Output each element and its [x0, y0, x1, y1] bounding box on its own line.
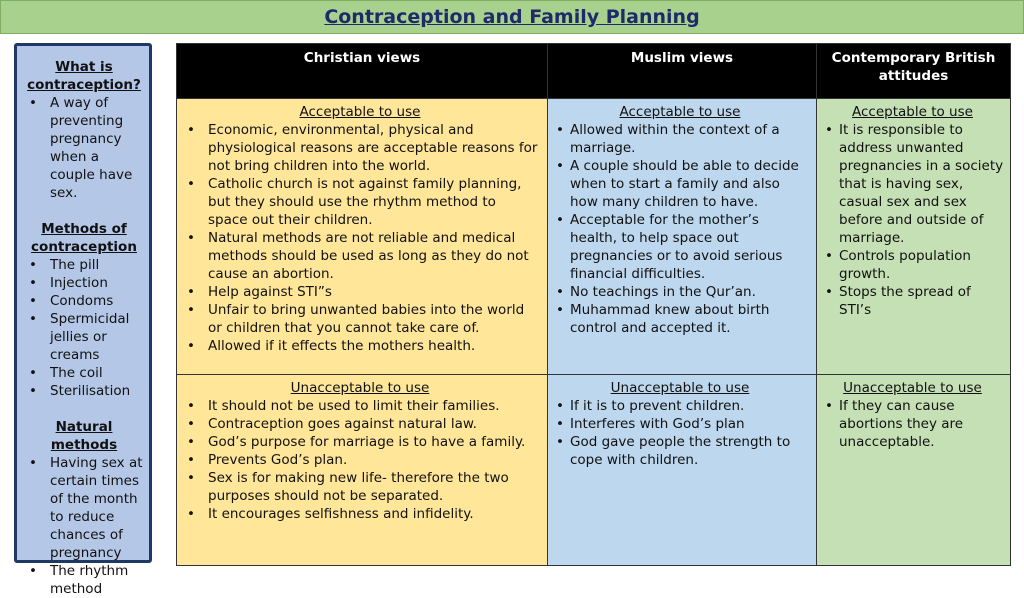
bullet-list — [552, 121, 808, 337]
bullet-list — [181, 397, 539, 523]
list-item: • If they can cause abortions they are unacceptable. — [821, 397, 1004, 451]
table-header-row — [177, 44, 1011, 99]
list-item: • Injection — [23, 274, 145, 292]
cell-heading: Acceptable to use — [299, 104, 421, 120]
bullet-list — [181, 121, 539, 355]
bullet-list — [821, 121, 1004, 319]
cell-muslim-acceptable — [548, 99, 817, 375]
column-header-muslim: Muslim views — [548, 44, 817, 99]
list-item: • God gave people the strength to cope with children. — [552, 433, 808, 469]
list-item: • It should not be used to limit their families. — [181, 397, 539, 415]
list-item: • The rhythm method — [23, 562, 145, 598]
sidebar-section-definition — [23, 58, 145, 202]
list-item: • Stops the spread of STI’s — [821, 283, 1004, 319]
cell-heading: Acceptable to use — [852, 104, 973, 120]
table-row-acceptable — [177, 99, 1011, 375]
list-item: • A couple should be able to decide when to start a family and also how many children to have. — [552, 157, 808, 211]
list-item: • Controls population growth. — [821, 247, 1004, 283]
cell-muslim-unacceptable — [548, 375, 817, 566]
cell-british-unacceptable — [817, 375, 1011, 566]
list-item: • The coil — [23, 364, 145, 382]
column-header-christian: Christian views — [177, 44, 548, 99]
list-item: • Economic, environmental, physical and physiological reasons are acceptable reasons for not bring children into the world. — [181, 121, 539, 175]
list-item: • Condoms — [23, 292, 145, 310]
list-item: • No teachings in the Qur’an. — [552, 283, 808, 301]
list-item: • Allowed if it effects the mothers health. — [181, 337, 539, 355]
list-item: • The pill — [23, 256, 145, 274]
sidebar-section-natural — [23, 418, 145, 598]
title-banner — [0, 0, 1024, 34]
cell-heading: Unacceptable to use — [843, 380, 982, 396]
sidebar-heading: What is contraception? — [27, 59, 141, 93]
sidebar-section-methods — [23, 220, 145, 400]
cell-christian-unacceptable — [177, 375, 548, 566]
list-item: • Contraception goes against natural law. — [181, 415, 539, 433]
list-item: • Having sex at certain times of the month to reduce chances of pregnancy — [23, 454, 145, 562]
column-header-british: Contemporary British attitudes — [817, 44, 1011, 99]
cell-heading: Acceptable to use — [619, 104, 741, 120]
sidebar-heading: Natural methods — [50, 419, 118, 453]
list-item: • Help against STI”s — [181, 283, 539, 301]
list-item: • Unfair to bring unwanted babies into the world or children that you cannot take care of. — [181, 301, 539, 337]
bullet-list — [821, 397, 1004, 451]
list-item: • Allowed within the context of a marriage. — [552, 121, 808, 157]
list-item: • Spermicidal jellies or creams — [23, 310, 145, 364]
sidebar-list — [23, 94, 145, 202]
list-item: • It is responsible to address unwanted pregnancies in a society that is having sex, casual sex and sex before and outside of marriage. — [821, 121, 1004, 247]
list-item: • A way of preventing pregnancy when a couple have sex. — [23, 94, 145, 202]
list-item: • Natural methods are not reliable and medical methods should be used as long as they do not cause an abortion. — [181, 229, 539, 283]
cell-christian-acceptable — [177, 99, 548, 375]
views-table — [176, 43, 1011, 566]
list-item: • If it is to prevent children. — [552, 397, 808, 415]
sidebar-heading: Methods of contraception — [31, 221, 137, 255]
cell-heading: Unacceptable to use — [610, 380, 750, 396]
list-item: • Acceptable for the mother’s health, to help space out pregnancies or to avoid serious financial difficulties. — [552, 211, 808, 283]
definitions-sidebar — [14, 43, 152, 597]
list-item: • Catholic church is not against family planning, but they should use the rhythm method to space out their children. — [181, 175, 539, 229]
sidebar-list — [23, 454, 145, 598]
list-item: • God’s purpose for marriage is to have a family. — [181, 433, 539, 451]
list-item: • Sex is for making new life- therefore the two purposes should not be separated. — [181, 469, 539, 505]
list-item: • It encourages selfishness and infidelity. — [181, 505, 539, 523]
list-item: • Prevents God’s plan. — [181, 451, 539, 469]
page-title: Contraception and Family Planning — [324, 6, 700, 28]
list-item: • Interferes with God’s plan — [552, 415, 808, 433]
cell-heading: Unacceptable to use — [290, 380, 430, 396]
table-row-unacceptable — [177, 375, 1011, 566]
sidebar-list — [23, 256, 145, 400]
list-item: • Muhammad knew about birth control and accepted it. — [552, 301, 808, 337]
cell-british-acceptable — [817, 99, 1011, 375]
list-item: • Sterilisation — [23, 382, 145, 400]
bullet-list — [552, 397, 808, 469]
